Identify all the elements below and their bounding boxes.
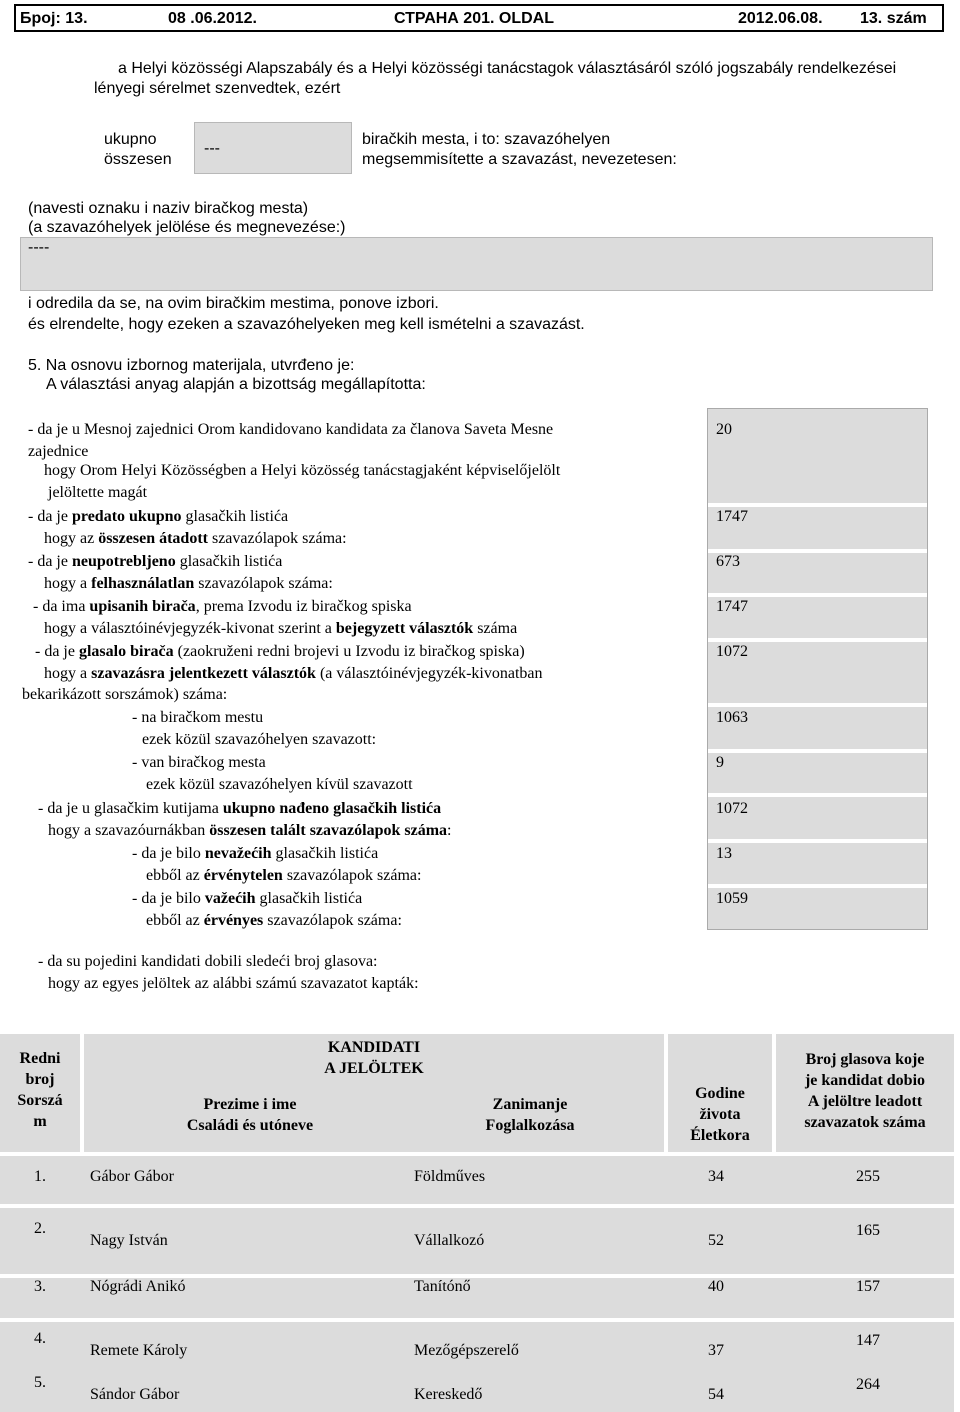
stat-handed-sr: - da je predato ukupno glasačkih listića <box>28 508 289 525</box>
value-valid: 1059 <box>716 890 748 907</box>
section5-line-2: A választási anyag alapján a bizottság megállapította: <box>46 376 426 393</box>
row2-num: 2. <box>34 1220 46 1237</box>
stat-unused-hu: hogy a felhasználatlan szavazólapok száma: <box>44 575 333 592</box>
value-invalid: 13 <box>716 845 732 862</box>
date-hungarian: 2012.06.08. <box>738 10 823 27</box>
stat-found-sr: - da je u glasačkim kutijama ukupno nađeno glasačkih listića <box>38 800 442 817</box>
naziv-value-box <box>20 237 933 291</box>
value-handed: 1747 <box>716 508 748 525</box>
date-serbian: 08 .06.2012. <box>168 10 257 27</box>
section5-line-1: 5. Na osnovu izbornog materijala, utvrđeno je: <box>28 357 355 374</box>
row2-votes: 165 <box>856 1222 880 1239</box>
stat-votes-sr: - da su pojedini kandidati dobili sledeći broj glasova: <box>38 953 378 970</box>
stat-unused-sr: - da je neupotrebljeno glasačkih listića <box>28 553 283 570</box>
stat-outside-sr: - van biračkog mesta <box>132 754 266 771</box>
naziv-label-1: (navesti oznaku i naziv biračkog mesta) <box>28 200 309 217</box>
stat-found-hu: hogy a szavazóurnákban összesen talált szavazólapok száma: <box>48 822 452 839</box>
issue-number-cyrillic: Број: 13. <box>20 10 88 27</box>
th-kandidati: KANDIDATI A JELÖLTEK <box>324 1039 424 1077</box>
row2-age: 52 <box>708 1232 724 1249</box>
row1-name: Gábor Gábor <box>90 1168 174 1185</box>
value-at-station: 1063 <box>716 709 748 726</box>
stat-registered-hu: hogy a választóinévjegyzék-kivonat szerint a bejegyzett választók száma <box>44 620 518 637</box>
intro-line-1: a Helyi közösségi Alapszabály és a Helyi közösségi tanácstagok választásáról szóló jogszabály rendelkezései <box>118 60 897 77</box>
value-registered: 1747 <box>716 598 748 615</box>
th-broj-glasova: Broj glasova koje je kandidat dobio A jelöltre leadott szavazatok száma <box>804 1051 926 1131</box>
stat-voted-hu-cont: bekarikázott sorszámok) száma: <box>22 686 228 703</box>
stat-valid-hu: ebből az érvényes szavazólapok száma: <box>146 912 402 929</box>
row4-num: 4. <box>34 1330 46 1347</box>
intro-line-2: lényegi sérelmet szenvedtek, ezért <box>94 80 341 97</box>
ukupno-text-2: megsemmisítette a szavazást, nevezetesen: <box>362 151 677 168</box>
row3-votes: 157 <box>856 1278 880 1295</box>
stat-invalid-sr: - da je bilo nevažećih glasačkih listića <box>132 845 379 862</box>
naziv-label-2: (a szavazóhelyek jelölése és megnevezése:) <box>28 219 346 236</box>
value-outside: 9 <box>716 754 724 771</box>
page-header <box>14 4 944 32</box>
stat-invalid-hu: ebből az érvénytelen szavazólapok száma: <box>146 867 422 884</box>
row5-job: Kereskedő <box>414 1386 483 1403</box>
stat-valid-sr: - da je bilo važećih glasačkih listića <box>132 890 363 907</box>
page-number: СТРАНА 201. OLDAL <box>394 10 554 27</box>
row1-job: Földműves <box>414 1168 486 1185</box>
stat-voted-sr: - da je glasalo birača (zaokruženi redni brojevi u Izvodu iz biračkog spiska) <box>35 643 525 660</box>
stat-registered-sr: - da ima upisanih birača, prema Izvodu iz biračkog spiska <box>33 598 412 615</box>
stat-candidates-sr: - da je u Mesnoj zajednici Orom kandidovano kandidata za članova Saveta Mesne <box>28 421 554 438</box>
th-prezime: Prezime i ime Családi és utóneve <box>186 1096 314 1134</box>
issue-number-hungarian: 13. szám <box>860 10 927 27</box>
ukupno-label: ukupno <box>104 131 157 148</box>
stat-votes-hu: hogy az egyes jelöltek az alábbi számú szavazatot kapták: <box>48 975 419 992</box>
row5-num: 5. <box>34 1374 46 1391</box>
row1-age: 34 <box>708 1168 724 1185</box>
ukupno-value: --- <box>204 140 220 157</box>
osszesen-label: összesen <box>104 151 172 168</box>
row3-num: 3. <box>34 1278 46 1295</box>
naziv-after-2: és elrendelte, hogy ezeken a szavazóhelyeken meg kell ismételni a szavazást. <box>28 316 585 333</box>
stat-at-station-sr: - na biračkom mestu <box>132 709 264 726</box>
stat-handed-hu: hogy az összesen átadott szavazólapok száma: <box>44 530 347 547</box>
row3-age: 40 <box>708 1278 724 1295</box>
row4-name: Remete Károly <box>90 1342 188 1359</box>
stat-candidates-sr-cont: zajednice <box>28 443 89 460</box>
stat-at-station-hu: ezek közül szavazóhelyen szavazott: <box>142 731 377 748</box>
row5-age: 54 <box>708 1386 724 1403</box>
value-voted: 1072 <box>716 643 748 660</box>
naziv-value: ---- <box>28 239 50 256</box>
row5-votes: 264 <box>856 1376 880 1393</box>
stat-outside-hu: ezek közül szavazóhelyen kívül szavazott <box>146 776 413 793</box>
value-found: 1072 <box>716 800 748 817</box>
value-unused: 673 <box>716 553 740 570</box>
row1-votes: 255 <box>856 1168 880 1185</box>
row4-job: Mezőgépszerelő <box>414 1342 519 1359</box>
row2-name: Nagy István <box>90 1232 168 1249</box>
th-redni: Redni broj Sorszá m <box>17 1050 63 1130</box>
row4-votes: 147 <box>856 1332 880 1349</box>
row5-name: Sándor Gábor <box>90 1386 180 1403</box>
th-zanimanje: Zanimanje Foglalkozása <box>485 1096 575 1134</box>
candidates-table <box>0 1034 954 1412</box>
row3-job: Tanítónő <box>414 1278 471 1295</box>
values-column <box>707 408 928 930</box>
row2-job: Vállalkozó <box>414 1232 485 1249</box>
stat-voted-hu: hogy a szavazásra jelentkezett választók (a választóinévjegyzék-kivonatban <box>44 665 543 682</box>
row4-age: 37 <box>708 1342 724 1359</box>
ukupno-text-1: biračkih mesta, i to: szavazóhelyen <box>362 131 611 148</box>
value-candidates: 20 <box>716 421 732 438</box>
row1-num: 1. <box>34 1168 46 1185</box>
stat-candidates-hu-cont: jelöltette magát <box>48 484 148 501</box>
naziv-after-1: i odredila da se, na ovim biračkim mestima, ponove izbori. <box>28 295 439 312</box>
row3-name: Nógrádi Anikó <box>90 1278 186 1295</box>
th-godine: Godine života Életkora <box>690 1085 750 1144</box>
stat-candidates-hu: hogy Orom Helyi Közösségben a Helyi közösség tanácstagjaként képviselőjelölt <box>44 462 561 479</box>
